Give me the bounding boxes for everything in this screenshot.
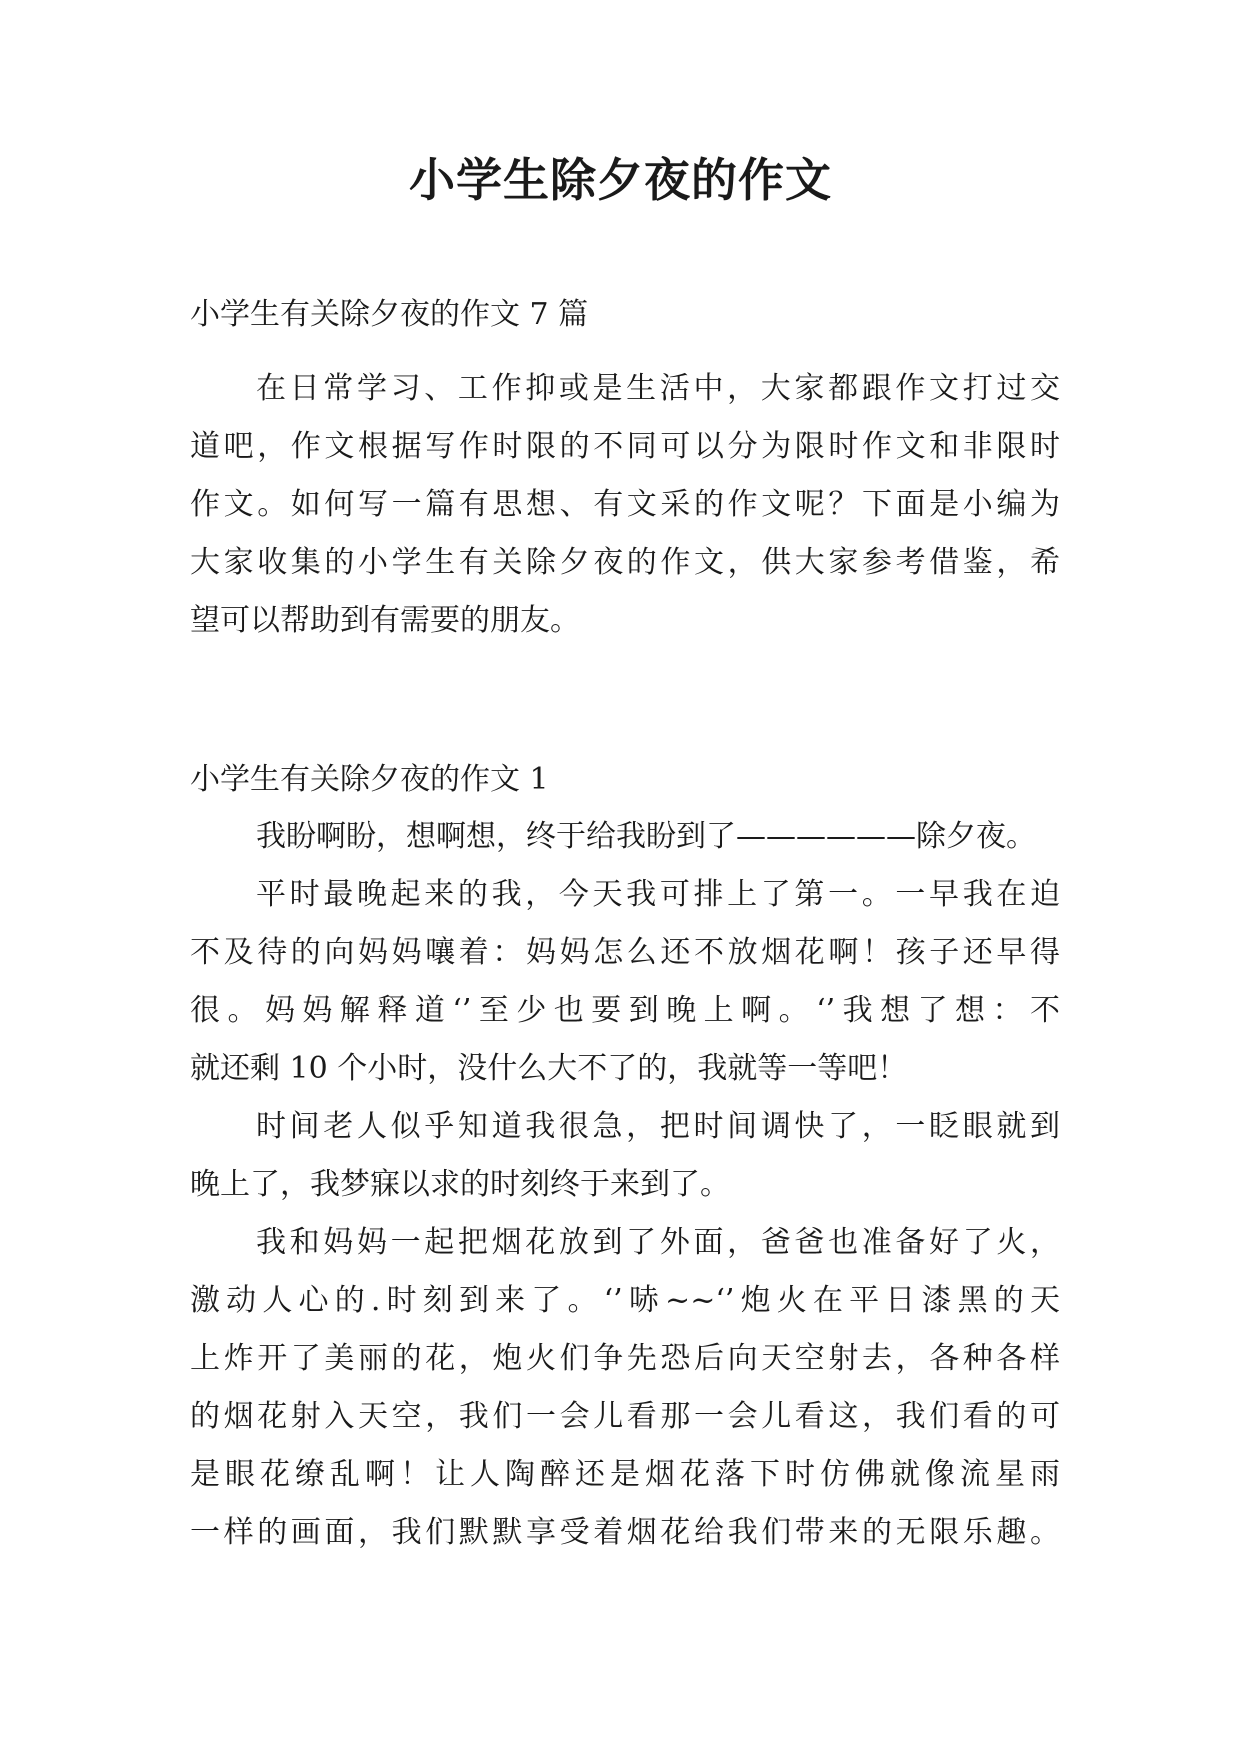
intro-line: 作文。如何写一篇有思想、有文采的作文呢？下面是小编为: [190, 487, 1060, 522]
intro-line: 在日常学习、工作抑或是生活中，大家都跟作文打过交: [256, 371, 1060, 406]
intro-paragraph: [190, 360, 1060, 650]
intro-line: 大家收集的小学生有关除夕夜的作文，供大家参考借鉴，希: [190, 545, 1060, 580]
body-line: 平时最晚起来的我，今天我可排上了第一。一早我在迫: [256, 877, 1060, 912]
body-line: 我盼啊盼，想啊想，终于给我盼到了——————除夕夜。: [256, 819, 1036, 854]
body-line: 不及待的向妈妈嚷着：妈妈怎么还不放烟花啊！孩子还早得: [190, 935, 1060, 970]
body-line: 我和妈妈一起把烟花放到了外面，爸爸也准备好了火，: [256, 1225, 1060, 1260]
body-line: 的烟花射入天空，我们一会儿看那一会儿看这，我们看的可: [190, 1399, 1060, 1434]
body-line: 就还剩 10 个小时，没什么大不了的，我就等一等吧！: [190, 1051, 908, 1086]
body-line: 很。妈妈解释道‘’至少也要到晚上啊。‘’我想了想：不: [190, 993, 1060, 1028]
body-line: 一样的画面，我们默默享受着烟花给我们带来的无限乐趣。: [190, 1515, 1060, 1550]
intro-line: 道吧，作文根据写作时限的不同可以分为限时作文和非限时: [190, 429, 1060, 464]
essay-body: [190, 808, 1060, 1562]
body-line: 时间老人似乎知道我很急，把时间调快了，一眨眼就到: [256, 1109, 1060, 1144]
body-line: 是眼花缭乱啊！让人陶醉还是烟花落下时仿佛就像流星雨: [190, 1457, 1060, 1492]
document-subtitle: 小学生有关除夕夜的作文 7 篇: [190, 297, 589, 332]
section-heading: 小学生有关除夕夜的作文 1: [190, 762, 549, 797]
body-line: 上炸开了美丽的花，炮火们争先恐后向天空射去，各种各样: [190, 1341, 1060, 1376]
body-line: 激动人心的.时刻到来了。‘’哧~~‘’炮火在平日漆黑的天: [190, 1283, 1060, 1318]
intro-line: 望可以帮助到有需要的朋友。: [190, 603, 580, 638]
body-line: 晚上了，我梦寐以求的时刻终于来到了。: [190, 1167, 730, 1202]
document-title: 小学生除夕夜的作文: [409, 153, 832, 207]
